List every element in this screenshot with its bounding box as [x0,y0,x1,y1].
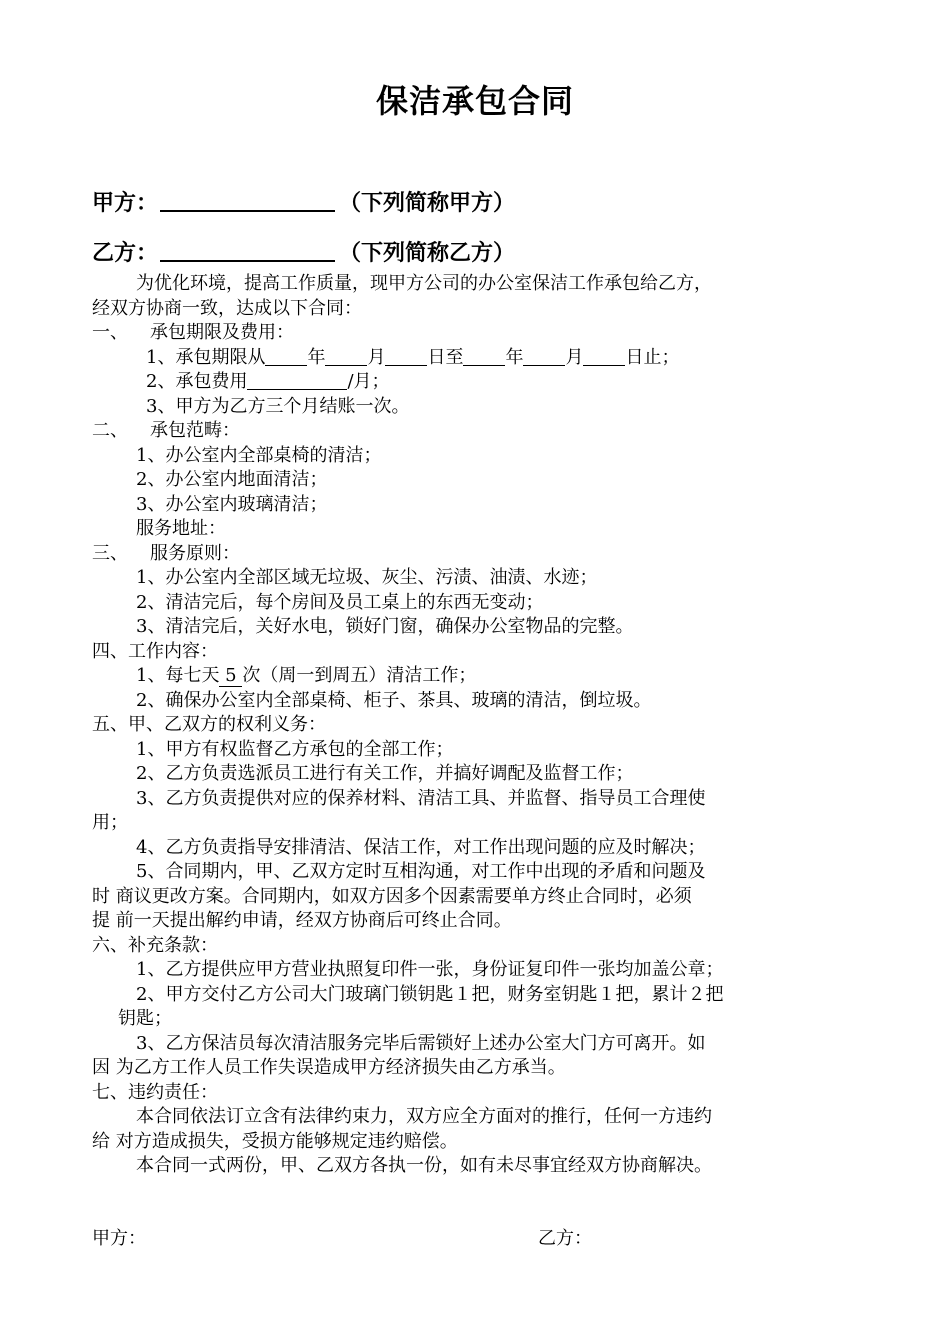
section-5-line: 1、甲方有权监督乙方承包的全部工作； [136,738,454,760]
term-month-2: 月 [565,346,584,368]
frequency-prefix: 1、每七天 [136,665,220,686]
section-5-line: 2、乙方负责选派员工进行有关工作，并搞好调配及监督工作； [136,763,634,784]
signature-party-b: 乙方： [538,1228,592,1249]
blank-start-day [385,347,427,366]
fee-prefix: 2、承包费用 [146,371,248,392]
section-3-item-1: 1、办公室内全部区域无垃圾、灰尘、污渍、油渍、水迹； [136,567,598,588]
section-6-line: 3、乙方保洁员每次清洁服务完毕后需锁好上述办公室大门方可离开。如 [136,1032,706,1054]
fee-suffix: /月； [347,371,390,392]
blank-end-year [463,347,505,366]
term-year-1: 年 [307,346,326,368]
service-address: 服务地址： [136,518,226,539]
section-7-line: 本合同依法订立含有法律约束力，双方应全方面对的推行，任何一方违约 [136,1106,712,1127]
section-5-line: 提 前一天提出解约申请，经双方协商后可终止合同。 [92,910,512,931]
term-day-2: 日止； [625,346,680,368]
party-b-label: 乙方： [92,241,159,266]
term-prefix: 1、承包期限从 [146,346,266,368]
section-3-title: 服务原则： [150,542,240,564]
section-5-line: 用； [92,812,128,833]
section-3-number: 三、 [92,542,128,564]
contract-body [92,272,860,1179]
party-a-label: 甲方： [92,191,159,216]
section-1-item-1 [92,346,860,371]
section-5-line: 时 商议更改方案。合同期内，如双方因多个因素需要单方终止合同时，必须 [92,885,692,907]
signature-party-a: 甲方： [92,1228,146,1249]
section-4-item-1 [92,664,860,689]
section-1-item-2 [92,370,860,395]
term-month-1: 月 [367,346,386,368]
blank-start-month [325,347,367,366]
section-2-title: 承包范畴： [150,420,240,441]
section-7-line: 本合同一式两份，甲、乙双方各执一份，如有未尽事宜经双方协商解决。 [136,1155,712,1176]
section-1-title: 承包期限及费用： [150,322,294,343]
section-5-line: 5、合同期内，甲、乙双方定时互相沟通，对工作中出现的矛盾和问题及 [136,861,706,882]
section-4-heading: 四、工作内容： [92,640,218,662]
section-5-line: 4、乙方负责指导安排清洁、保洁工作，对工作出现问题的应及时解决； [136,836,706,858]
blank-fee [247,371,347,390]
party-a-blank [160,190,335,212]
section-1-number: 一、 [92,322,128,343]
party-a-suffix: （下列简称甲方） [339,191,516,216]
document-title: 保洁承包合同 [375,82,574,120]
party-b-blank [160,240,335,262]
section-1-heading [92,321,860,346]
section-3-heading [92,542,860,567]
intro-line-2: 经双方协商一致，达成以下合同： [92,297,362,319]
section-6-heading: 六、补充条款： [92,934,218,956]
section-2-heading [92,419,860,444]
section-1-item-3: 3、甲方为乙方三个月结账一次。 [146,395,410,417]
blank-end-day [583,347,625,366]
frequency-count: 5 [219,665,243,686]
section-5-line: 3、乙方负责提供对应的保养材料、清洁工具、并监督、指导员工合理使 [136,787,706,809]
section-7-line: 给 对方造成损失，受损方能够规定违约赔偿。 [92,1130,458,1152]
section-6-line: 1、乙方提供应甲方营业执照复印件一张，身份证复印件一张均加盖公章； [136,959,724,980]
party-a-line [92,186,515,217]
section-2-item-1: 1、办公室内全部桌椅的清洁； [136,444,382,466]
section-3-item-2: 2、清洁完后，每个房间及员工桌上的东西无变动； [136,591,544,613]
section-2-item-3: 3、办公室内玻璃清洁； [136,493,328,515]
frequency-suffix: 次（周一到周五）清洁工作； [242,665,477,686]
term-year-2: 年 [505,346,524,368]
section-6-line: 钥匙； [118,1008,172,1029]
section-4-item-2: 2、确保办公室内全部桌椅、柜子、茶具、玻璃的清洁，倒垃圾。 [136,689,652,711]
section-7-heading: 七、违约责任： [92,1081,218,1103]
section-2-item-2: 2、办公室内地面清洁； [136,469,328,490]
section-6-line: 因 为乙方工作人员工作失误造成甲方经济损失由乙方承当。 [92,1057,566,1078]
section-5-heading: 五、甲、乙双方的权利义务： [92,714,326,735]
intro-line-1: 为优化环境，提高工作质量，现甲方公司的办公室保洁工作承包给乙方， [136,273,712,294]
section-6-line: 2、甲方交付乙方公司大门玻璃门锁钥匙１把，财务室钥匙１把，累计２把 [136,983,724,1005]
party-b-suffix: （下列简称乙方） [339,241,516,266]
blank-start-year [265,347,307,366]
blank-end-month [523,347,565,366]
term-day-1: 日至 [427,346,464,368]
section-3-item-3: 3、清洁完后，关好水电，锁好门窗，确保办公室物品的完整。 [136,616,634,637]
party-b-line [92,236,515,267]
section-2-number: 二、 [92,420,128,441]
